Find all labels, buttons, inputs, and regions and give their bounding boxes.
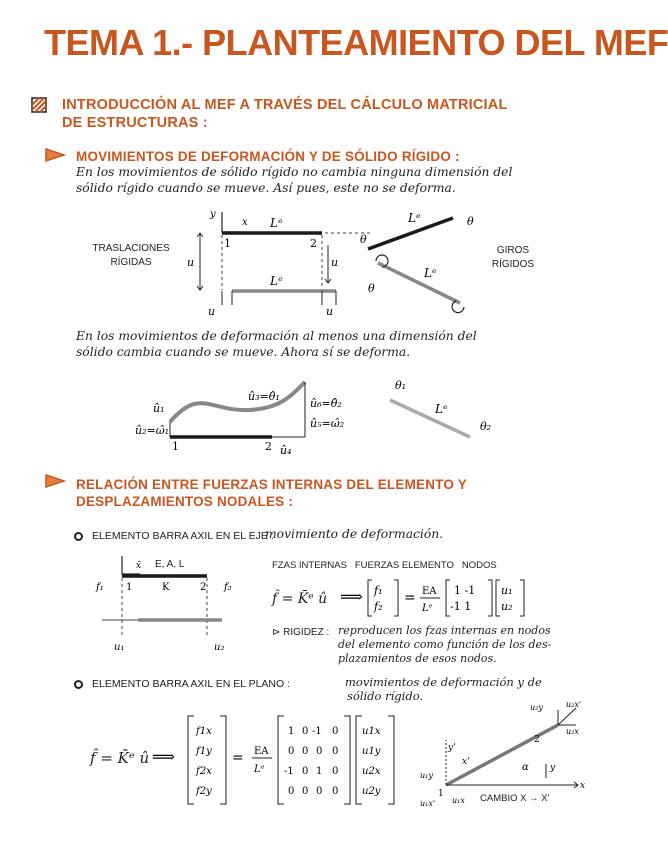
- svg-text:u₁x': u₁x': [420, 799, 436, 808]
- orange-triangle-bullet-icon: [44, 473, 66, 493]
- svg-text:f₁: f₁: [374, 584, 383, 597]
- svg-text:1: 1: [438, 789, 444, 799]
- f-vector-entry: f2x: [196, 766, 212, 777]
- svg-text:f₁: f₁: [96, 582, 104, 593]
- svg-text:x̄: x̄: [136, 561, 142, 571]
- svg-text:Lᵉ: Lᵉ: [270, 274, 283, 288]
- svg-text:x: x: [580, 781, 586, 791]
- svg-text:u₂x: u₂x: [566, 727, 579, 736]
- svg-text:û₃=θ̂₁: û₃=θ̂₁: [248, 390, 280, 403]
- sub1-text2: En los movimientos de deformación al menos una dimensión del sólido cambia cuando se mueve. Ahora sí se deforma.: [76, 329, 477, 359]
- svg-text:1: 1: [126, 582, 133, 593]
- sub1-heading: MOVIMIENTOS DE DEFORMACIÓN Y DE SÓLIDO RÍGIDO :: [76, 149, 460, 164]
- svg-text:1 -1: 1 -1: [454, 584, 476, 597]
- u-vector-entry: u1y: [362, 746, 381, 757]
- svg-text:θ₂: θ₂: [480, 420, 492, 433]
- svg-text:θ: θ: [368, 282, 375, 295]
- svg-text:u₁x: u₁x: [452, 796, 465, 805]
- f-vector-entry: f1x: [196, 726, 212, 737]
- svg-text:2: 2: [534, 735, 540, 745]
- equation-2d: f̂ = K̄ᵉ û: [90, 749, 150, 767]
- svg-text:y': y': [448, 743, 456, 753]
- svg-text:u: u: [331, 256, 339, 269]
- sub1-text: En los movimientos de sólido rígido no cambia ninguna dimensión del sólido rígido cuando se mueve. Así pues, este no se deforma.: [76, 165, 513, 195]
- svg-text:=: =: [232, 750, 244, 766]
- svg-text:⟹: ⟹: [340, 587, 363, 606]
- svg-text:θ: θ: [360, 233, 367, 246]
- svg-text:2: 2: [310, 237, 317, 250]
- svg-text:û₆=θ̂₂: û₆=θ̂₂: [310, 397, 342, 410]
- svg-text:u₂y: u₂y: [530, 703, 543, 712]
- equation-1d: f̂ = K̄ᵉ û: [272, 591, 328, 607]
- svg-text:=: =: [404, 590, 416, 606]
- matrix-cell: 0: [332, 766, 339, 777]
- svg-text:u₂: u₂: [214, 642, 225, 653]
- svg-text:Lᵉ: Lᵉ: [435, 402, 448, 416]
- svg-text:û₄: û₄: [280, 444, 292, 457]
- svg-text:Lᵉ: Lᵉ: [408, 211, 421, 225]
- rigidez-text: reproducen los fzas internas en nodos del elemento como función de los des- plazamientos de esos nodos.: [338, 624, 552, 665]
- svg-text:y: y: [210, 209, 216, 220]
- frac-num-1d: EA: [422, 586, 437, 597]
- label-traslaciones: TRASLACIONES RÍGIDAS: [92, 243, 170, 268]
- matrix-cell: 0: [332, 786, 339, 797]
- svg-text:y: y: [550, 763, 556, 773]
- matrix-2d: [148, 712, 418, 808]
- svg-text:θ: θ: [467, 215, 474, 228]
- matrix-cell: 0: [302, 786, 309, 797]
- svg-text:û₁: û₁: [153, 402, 165, 415]
- label-giros: GIROS RÍGIDOS: [491, 245, 535, 270]
- u-vector-entry: u1x: [362, 726, 381, 737]
- svg-text:Lᵉ: Lᵉ: [254, 764, 265, 775]
- hatched-square-icon: [31, 97, 47, 117]
- u-vector-entry: u2y: [362, 786, 381, 797]
- f-vector-entry: f2y: [196, 786, 212, 797]
- rigid-motion-diagram: [170, 205, 490, 320]
- svg-text:û₂=ω̂₁: û₂=ω̂₁: [135, 424, 170, 437]
- matrix-cell: 0: [332, 746, 339, 757]
- svg-text:û₅=ω̂₂: û₅=ω̂₂: [310, 417, 345, 430]
- svg-text:Lᵉ: Lᵉ: [424, 266, 437, 280]
- matrix-cell: 0: [288, 786, 295, 797]
- circle-bullet-icon: [74, 680, 83, 689]
- svg-text:1: 1: [172, 440, 179, 453]
- svg-text:u₁: u₁: [501, 584, 513, 597]
- change-label: CAMBIO X → X': [480, 793, 550, 804]
- bar-props: E, A, L: [155, 559, 185, 570]
- svg-text:u₂x': u₂x': [566, 700, 582, 709]
- matrix-cell: 0: [288, 746, 295, 757]
- section1-heading: INTRODUCCIÓN AL MEF A TRAVÉS DEL CÁLCULO MATRICIAL DE ESTRUCTURAS :: [62, 97, 508, 131]
- svg-text:f₂: f₂: [374, 600, 383, 613]
- page-title: TEMA 1.- PLANTEAMIENTO DEL MEF: [44, 22, 668, 63]
- svg-text:x': x': [462, 757, 470, 767]
- svg-text:2: 2: [200, 582, 207, 593]
- svg-text:1: 1: [224, 237, 231, 250]
- svg-text:α: α: [522, 762, 529, 773]
- matrix-cell: 0: [332, 726, 339, 737]
- svg-text:u: u: [208, 305, 216, 318]
- svg-text:⟹: ⟹: [152, 747, 175, 766]
- bullet1-desc: movimiento de deformación.: [265, 527, 444, 541]
- bullet1-label: ELEMENTO BARRA AXIL EN EL EJE :: [92, 530, 274, 542]
- orange-triangle-bullet-icon: [44, 147, 66, 167]
- u-vector-entry: u2x: [362, 766, 381, 777]
- svg-text:u: u: [187, 256, 195, 269]
- matrix-cell: 0: [316, 786, 323, 797]
- matrix-cell: 0: [302, 766, 309, 777]
- circle-bullet-icon: [74, 532, 83, 541]
- matrix-cell: -1: [284, 766, 294, 777]
- svg-text:-1 1: -1 1: [450, 600, 472, 613]
- f-vector-entry: f1y: [196, 746, 212, 757]
- svg-text:2: 2: [265, 440, 272, 453]
- svg-text:x: x: [242, 217, 248, 228]
- svg-text:θ₁: θ₁: [395, 379, 407, 392]
- matrix-cell: 1: [288, 726, 295, 737]
- bullet2-label: ELEMENTO BARRA AXIL EN EL PLANO :: [92, 678, 291, 690]
- col-headers: FZAS INTERNAS FUERZAS ELEMENTO NODOS: [272, 560, 497, 571]
- svg-text:Lᵉ: Lᵉ: [270, 216, 283, 230]
- rigidez-label: ⊳ RIGIDEZ :: [272, 627, 330, 638]
- deformation-diagram: [130, 372, 510, 467]
- svg-text:u₁y: u₁y: [420, 771, 433, 780]
- matrix-cell: 0: [302, 746, 309, 757]
- svg-text:Lᵉ: Lᵉ: [422, 603, 433, 614]
- sub2-heading: RELACIÓN ENTRE FUERZAS INTERNAS DEL ELEMENTO Y DESPLAZAMIENTOS NODALES :: [76, 477, 467, 509]
- matrix-cell: 0: [302, 726, 309, 737]
- svg-text:K: K: [162, 582, 170, 593]
- matrix-cell: 1: [316, 766, 323, 777]
- bullet2-desc: movimientos de deformación y de sólido rígido.: [345, 675, 542, 703]
- matrix-cell: -1: [312, 726, 322, 737]
- matrix-cell: 0: [316, 746, 323, 757]
- matrix-1d: [338, 576, 538, 620]
- svg-text:u₁: u₁: [114, 642, 125, 653]
- svg-text:f₂: f₂: [224, 582, 232, 593]
- svg-text:u₂: u₂: [501, 600, 513, 613]
- svg-text:EA: EA: [254, 746, 269, 757]
- svg-text:u: u: [326, 305, 334, 318]
